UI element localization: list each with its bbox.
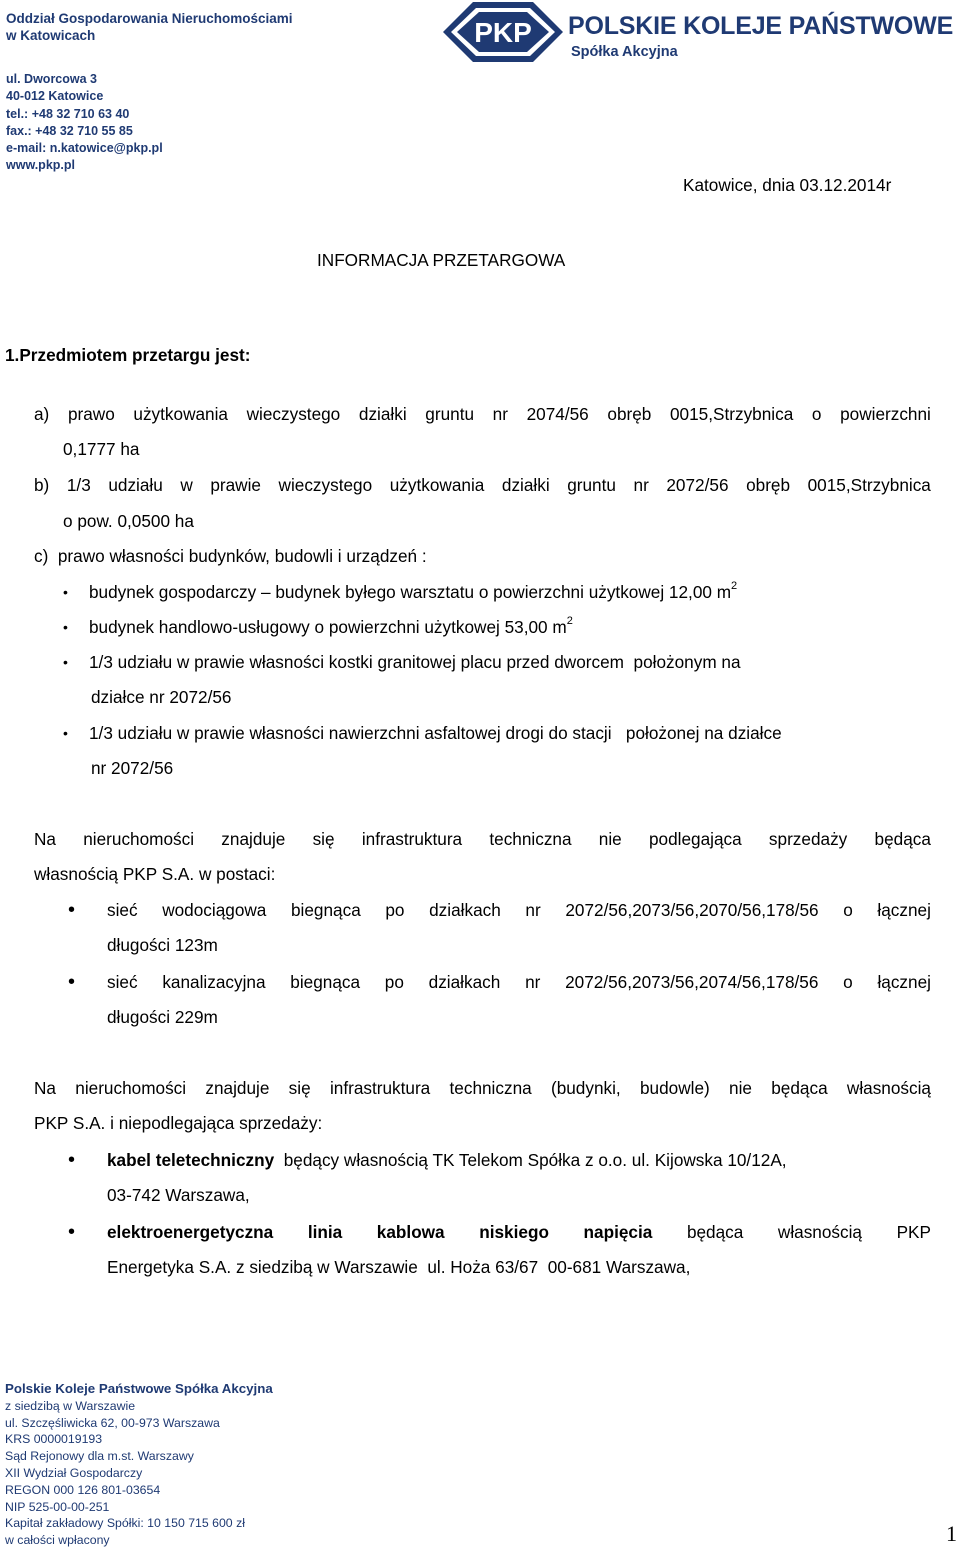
org-name [6, 10, 293, 44]
address-website: www.pkp.pl [6, 158, 75, 173]
item-b-line1: b) 1/3 udziału w prawie wieczystego użytkowania działki gruntu nr 2072/56 obręb 0015,Strzybnica [34, 475, 931, 495]
bullet-icon: • [63, 584, 68, 600]
electric-line1: elektroenergetyczna linia kablowa niskiego napięcia będąca własnością PKP [107, 1222, 931, 1242]
document-title: INFORMACJA PRZETARGOWA [317, 250, 566, 270]
address-city: 40-012 Katowice [6, 89, 104, 104]
footer-line: z siedzibą w Warszawie [5, 1398, 136, 1413]
network2-line2: długości 229m [107, 1007, 218, 1027]
electric-line2: Energetyka S.A. z siedzibą w Warszawie ul. Hoża 63/67 00-681 Warszawa, [107, 1257, 691, 1277]
para1-line1: Na nieruchomości znajduje się infrastruktura techniczna nie podlegająca sprzedaży będąca [34, 829, 931, 849]
org-name-line1: Oddział Gospodarowania Nieruchomościami [6, 11, 293, 26]
pkp-logo-icon [443, 2, 563, 62]
footer-line: REGON 000 126 801-03654 [5, 1482, 161, 1497]
cable-line2: 03-742 Warszawa, [107, 1185, 250, 1205]
bullet4-line2: nr 2072/56 [91, 758, 174, 778]
bullet1: budynek gospodarczy – budynek byłego warsztatu o powierzchni użytkowej 12,00 $m^2$ [89, 580, 738, 602]
para1-line2: własnością PKP S.A. w postaci: [34, 864, 276, 884]
cable-line1: kabel teletechniczny będący własnością TK Telekom Spółka z o.o. ul. Kijowska 10/12A, [107, 1150, 787, 1170]
bullet-icon: • [68, 971, 76, 993]
org-name-line2: w Katowicach [6, 28, 96, 43]
item-c: c) prawo własności budynków, budowli i urządzeń : [34, 546, 427, 566]
brand-name: POLSKIE KOLEJE PAŃSTWOWE [568, 12, 954, 40]
bullet4-line1: 1/3 udziału w prawie własności nawierzchni asfaltowej drogi do stacji położonej na działce [89, 723, 782, 743]
footer-line: ul. Szczęśliwicka 62, 00-973 Warszawa [5, 1415, 220, 1430]
footer-line: KRS 0000019193 [5, 1432, 103, 1447]
address-fax: fax.: +48 32 710 55 85 [6, 123, 133, 138]
pkp-logo-text: PKP [474, 17, 532, 48]
item-a-line1: a) prawo użytkowania wieczystego działki gruntu nr 2074/56 obręb 0015,Strzybnica o powierzchni [34, 404, 931, 424]
address-email: e-mail: n.katowice@pkp.pl [6, 141, 163, 156]
address-street: ul. Dworcowa 3 [6, 72, 97, 86]
bullet-icon: • [63, 619, 68, 635]
section1-heading: 1.Przedmiotem przetargu jest: [5, 345, 251, 365]
bullet-icon: • [68, 1221, 76, 1243]
footer-line: Kapitał zakładowy Spółki: 10 150 715 600 zł [5, 1516, 245, 1531]
footer-line: XII Wydział Gospodarczy [5, 1465, 143, 1480]
network1-line2: długości 123m [107, 935, 218, 955]
page-number: 1 [946, 1521, 957, 1546]
org-address [6, 71, 163, 175]
footer-line: Sąd Rejonowy dla m.st. Warszawy [5, 1449, 194, 1464]
item-b-line2: o pow. 0,0500 ha [63, 511, 194, 531]
footer-company-info [5, 1381, 273, 1549]
brand-subtitle: Spółka Akcyjna [571, 44, 678, 60]
bullet3-line2: działce nr 2072/56 [91, 687, 232, 707]
bullet-icon: • [68, 899, 76, 921]
item-a-line2: 0,1777 ha [63, 439, 140, 459]
footer-line: w całości wpłacony [5, 1533, 110, 1548]
bullet-icon: • [63, 654, 68, 670]
bullet2: budynek handlowo-usługowy o powierzchni użytkowej 53,00 $m^2$ [89, 615, 573, 637]
footer-company-name: Polskie Koleje Państwowe Spółka Akcyjna [5, 1381, 273, 1396]
network1-line1: sieć wodociągowa biegnąca po działkach nr 2072/56,2073/56,2070/56,178/56 o łącznej [107, 900, 931, 920]
bullet-icon: • [63, 725, 68, 741]
para2-line1: Na nieruchomości znajduje się infrastruktura techniczna (budynki, budowle) nie będąca własnością [34, 1078, 931, 1098]
network2-line1: sieć kanalizacyjna biegnąca po działkach nr 2072/56,2073/56,2074/56,178/56 o łącznej [107, 972, 931, 992]
bullet-icon: • [68, 1149, 76, 1171]
document-date: Katowice, dnia 03.12.2014r [683, 175, 892, 195]
footer-line: NIP 525-00-00-251 [5, 1499, 110, 1514]
bullet3-line1: 1/3 udziału w prawie własności kostki granitowej placu przed dworcem położonym na [89, 652, 741, 672]
para2-line2: PKP S.A. i niepodlegająca sprzedaży: [34, 1113, 323, 1133]
address-phone: tel.: +48 32 710 63 40 [6, 106, 130, 121]
